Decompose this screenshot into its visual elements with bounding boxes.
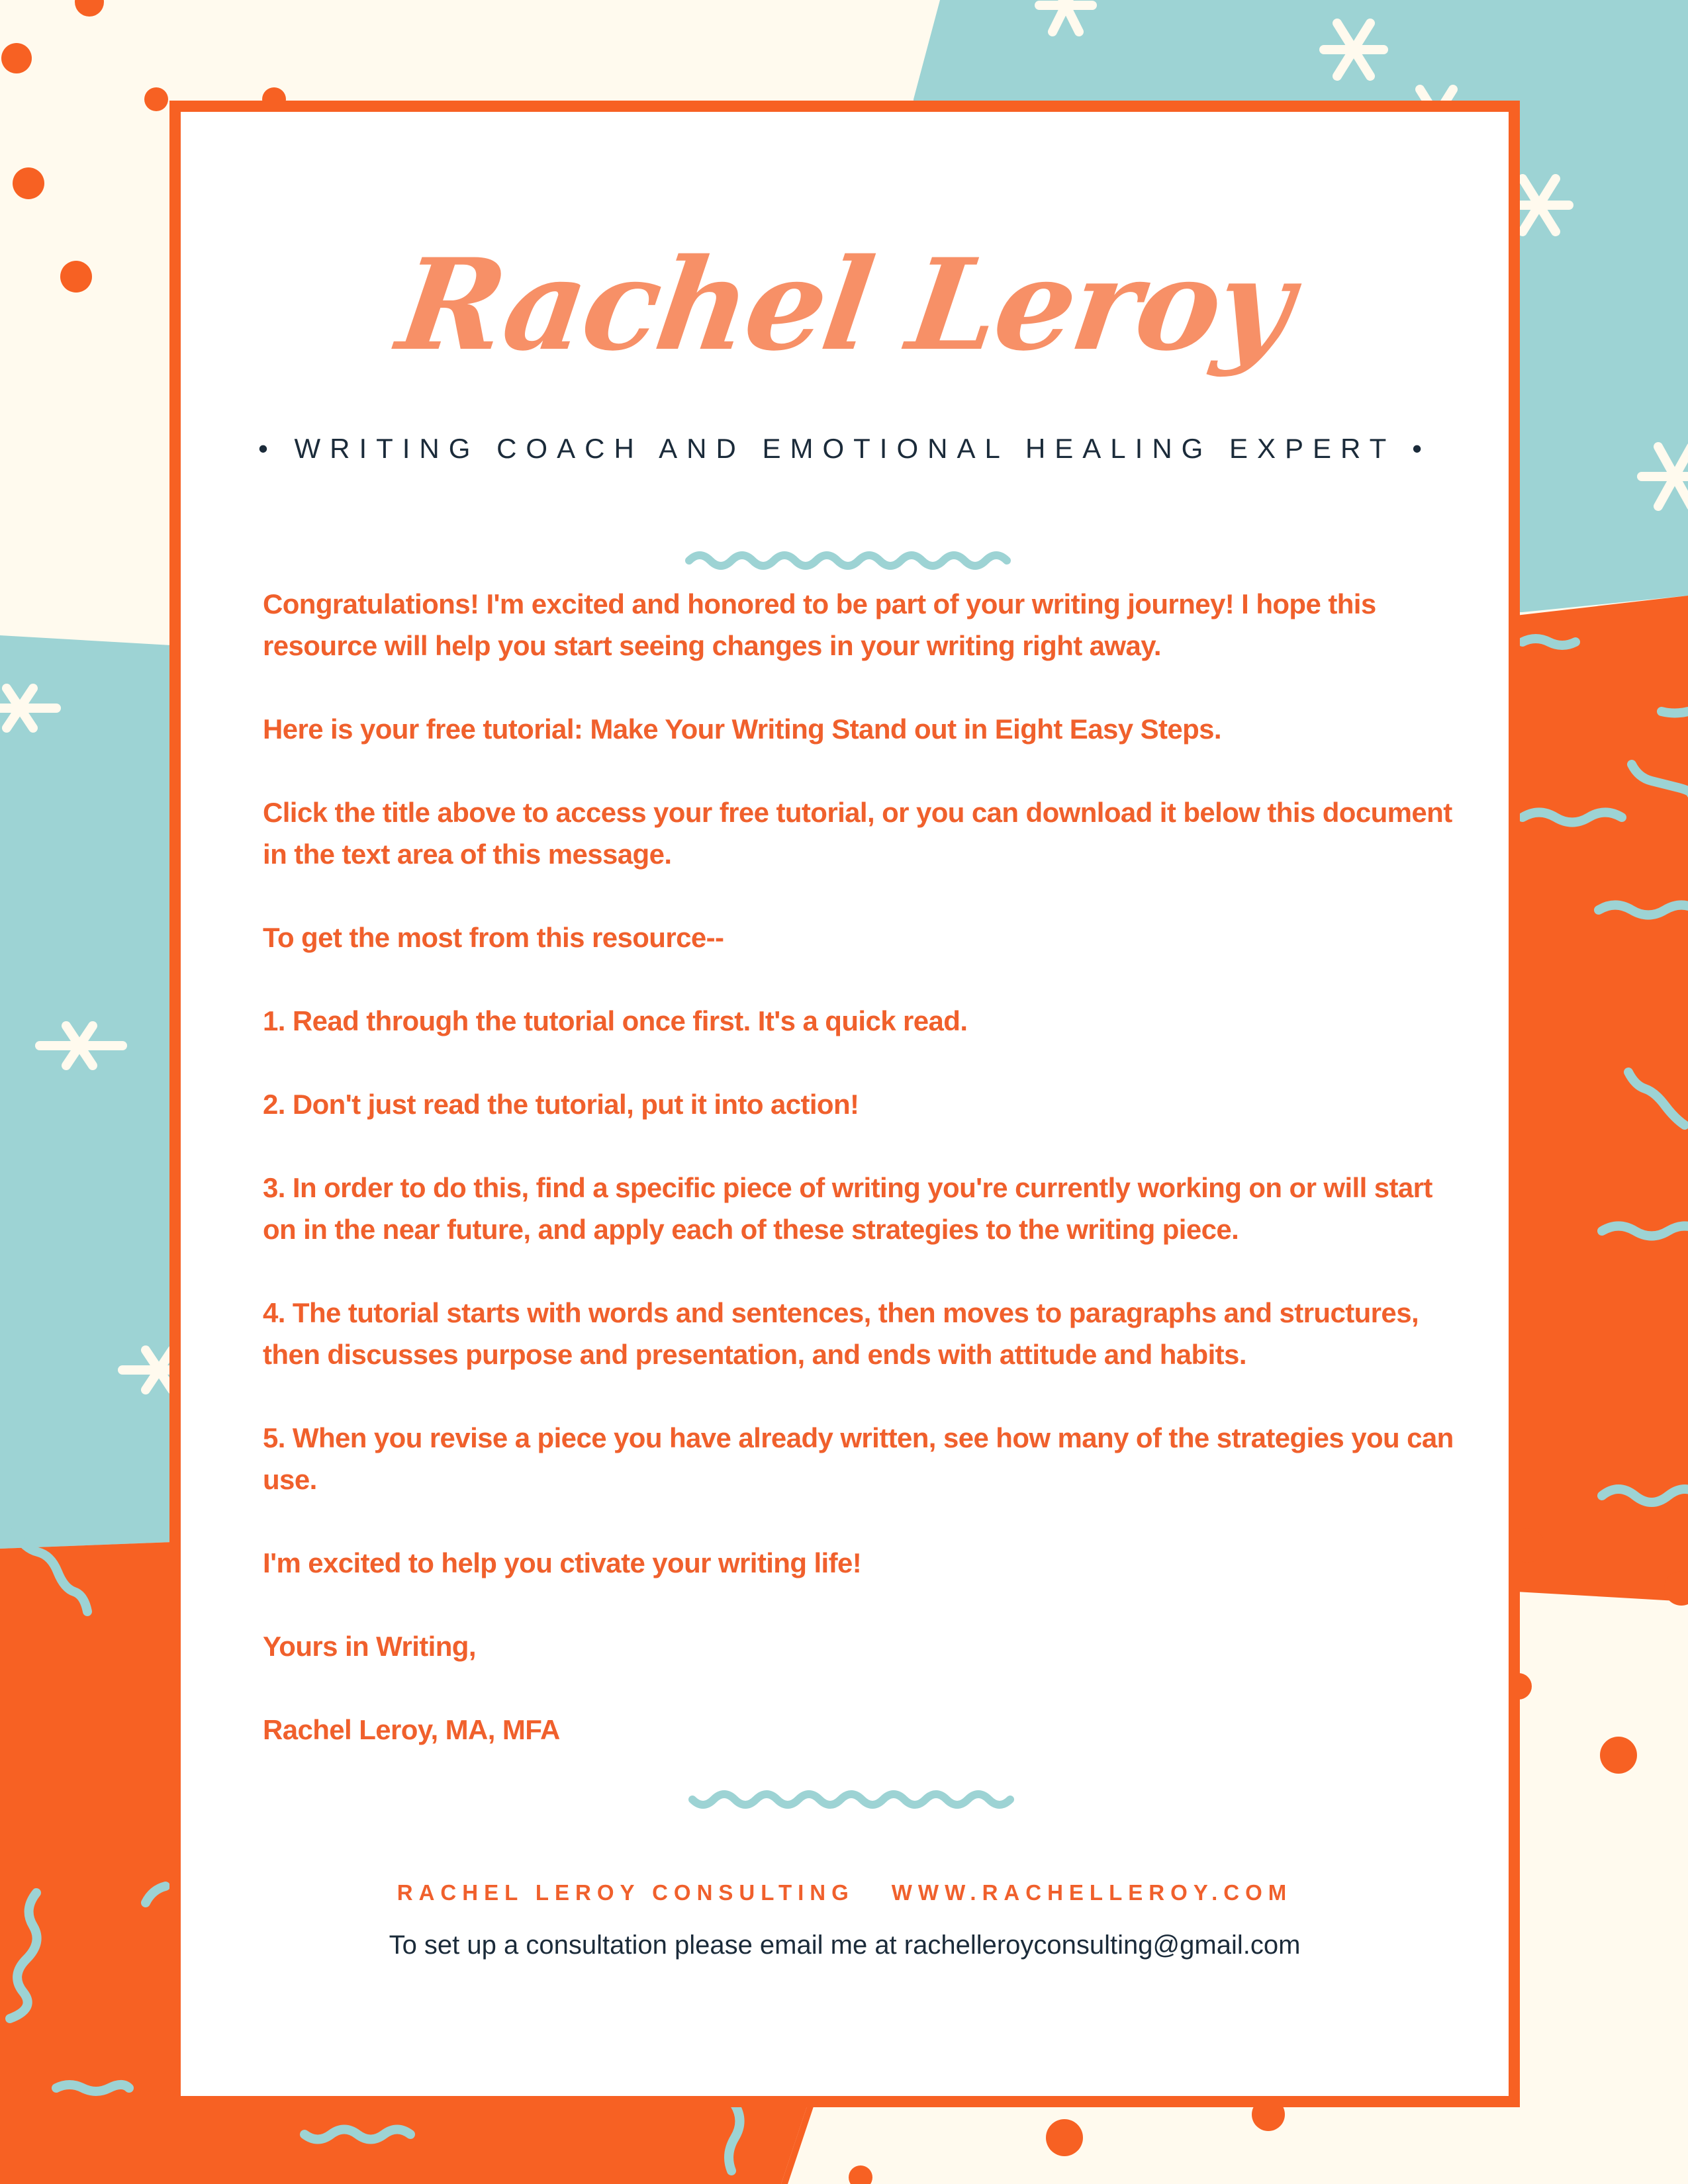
list-item-2: 2. Don't just read the tutorial, put it into action! xyxy=(263,1089,859,1120)
paragraph-access: Click the title above to access your free tutorial, or you can download it below this document in the text area of this message. xyxy=(263,797,1452,870)
wave-divider-icon xyxy=(684,547,1028,574)
paragraph-lead-in: To get the most from this resource-- xyxy=(263,922,724,953)
sign-off: Yours in Writing, xyxy=(263,1631,476,1662)
list-item-1: 1. Read through the tutorial once first. It's a quick read. xyxy=(263,1005,968,1036)
list-item-4: 4. The tutorial starts with words and sentences, then moves to paragraphs and structures, then discusses purpose and presentation, and ends with attitude and habits. xyxy=(263,1297,1419,1370)
list-item-5: 5. When you revise a piece you have already written, see how many of the strategies you can use. xyxy=(263,1422,1454,1495)
signature-name: Rachel Leroy, MA, MFA xyxy=(263,1714,560,1745)
dot xyxy=(849,2165,872,2184)
dot xyxy=(60,261,92,293)
wave-divider-icon xyxy=(687,1786,1031,1813)
paragraph-intro: Congratulations! I'm excited and honored to be part of your writing journey! I hope this resource will help you start seeing changes in your writing right away. xyxy=(263,588,1376,661)
dot xyxy=(75,0,104,17)
company-name: RACHEL LEROY CONSULTING xyxy=(397,1880,855,1905)
letter-card xyxy=(169,101,1520,2107)
dot xyxy=(1,43,32,73)
paragraph-tutorial-title[interactable]: Here is your free tutorial: Make Your Writing Stand out in Eight Easy Steps. xyxy=(263,713,1222,745)
website-link[interactable]: WWW.RACHELLEROY.COM xyxy=(891,1880,1293,1905)
squiggle xyxy=(1662,711,1688,713)
list-item-3: 3. In order to do this, find a specific piece of writing you're currently working on or will start on in the near future, and apply each of these strategies to the writing piece. xyxy=(263,1172,1432,1245)
paragraph-closing: I'm excited to help you ctivate your writing life! xyxy=(263,1547,862,1578)
letter-body xyxy=(263,583,1468,1792)
contact-line[interactable]: To set up a consultation please email me at rachelleroyconsulting@gmail.com xyxy=(389,1931,1301,1960)
footer-brand-line xyxy=(181,1880,1509,1905)
teal-block-left xyxy=(0,635,172,1549)
tagline: • WRITING COACH AND EMOTIONAL HEALING EXPERT • xyxy=(258,433,1431,464)
dot xyxy=(1046,2119,1083,2156)
dot xyxy=(144,87,168,111)
dot xyxy=(1600,1737,1637,1774)
dot xyxy=(13,167,44,199)
name-logo: Rachel Leroy xyxy=(390,231,1299,379)
